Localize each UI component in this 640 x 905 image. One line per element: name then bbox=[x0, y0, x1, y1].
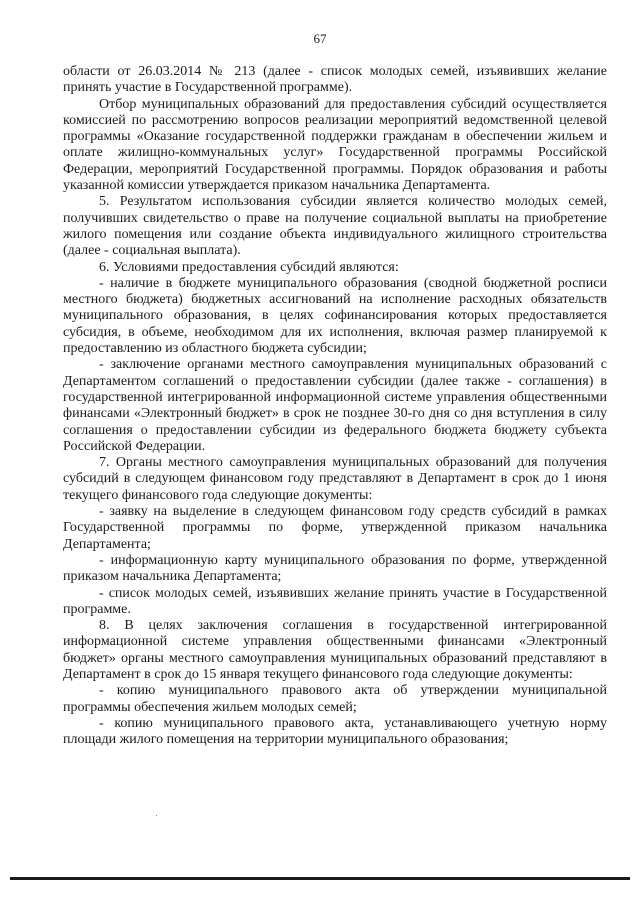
scan-speck bbox=[156, 815, 157, 816]
page-number: 67 bbox=[313, 31, 327, 46]
list-item-info-card: - информационную карту муниципального образования по форме, утвержденной приказом начальника Департамента; bbox=[63, 552, 607, 585]
bottom-rule bbox=[10, 877, 630, 880]
list-item-agreement: - заключение органами местного самоуправления муниципальных образований с Департаментом соглашений о предоставлении субсидии (далее также - соглашения) в государственной интегрированной информационной системе управления общественными финансами «Электронный бюджет» в срок не позднее 30-го дня со дня вступления в силу соглашения о предоставлении субсидии из федерального бюджета бюджету субъекта Российской Федерации. bbox=[63, 357, 607, 454]
paragraph-item-8: 8. В целях заключения соглашения в государственной интегрированной информационной системе управления общественными финансами «Электронный бюджет» органы местного самоуправления муниципальных образований представляют в Департамент в срок до 15 января текущего финансового года следующие документы: bbox=[63, 618, 607, 682]
list-item-housing-norm-act: - копию муниципального правового акта, устанавливающего учетную норму площади жилого помещения на территории муниципального образования; bbox=[63, 715, 607, 748]
paragraph-item-7: 7. Органы местного самоуправления муниципальных образований для получения субсидий в следующем финансовом году представляют в Департамент в срок до 1 июня текущего финансового года следующие документы: bbox=[63, 455, 607, 503]
paragraph-item-5: 5. Результатом использования субсидии является количество молодых семей, получивших свидетельство о праве на получение социальной выплаты на приобретение жилого помещения или создание объекта индивидуального жилищного строительства (далее - социальная выплата). bbox=[63, 194, 607, 259]
list-item-program-act: - копию муниципального правового акта об утверждении муниципальной программы обеспечения жильем молодых семей; bbox=[63, 683, 607, 715]
list-item-budget-allocation: - наличие в бюджете муниципального образования (сводной бюджетной росписи местного бюджета) бюджетных ассигнований на исполнение расходных обязательств муниципального образования, в целях софинансирования которых предоставляется субсидия, в объеме, необходимом для их исполнения, включая размер планируемой к предоставлению из областного бюджета субсидии; bbox=[63, 275, 607, 357]
list-item-application: - заявку на выделение в следующем финансовом году средств субсидий в рамках Государственной программы по форме, утвержденной приказом начальника Департамента; bbox=[63, 504, 607, 552]
document-body bbox=[63, 64, 607, 748]
paragraph-selection-commission: Отбор муниципальных образований для предоставления субсидий осуществляется комиссией по рассмотрению вопросов реализации мероприятий ведомственной целевой программы «Оказание государственной поддержки гражданам в обеспечении жильем и оплате жилищно-коммунальных услуг» Государственной программы Российской Федерации, мероприятий Государственной программы. Порядок образования и работы указанной комиссии утверждается приказом начальника Департамента. bbox=[63, 96, 607, 194]
paragraph-item-6: 6. Условиями предоставления субсидий являются: bbox=[99, 259, 399, 275]
list-item-families-list: - список молодых семей, изъявивших желание принять участие в Государственной программе. bbox=[63, 585, 607, 617]
paragraph-continuation: области от 26.03.2014 № 213 (далее - список молодых семей, изъявивших желание принять участие в Государственной программе). bbox=[63, 64, 607, 96]
